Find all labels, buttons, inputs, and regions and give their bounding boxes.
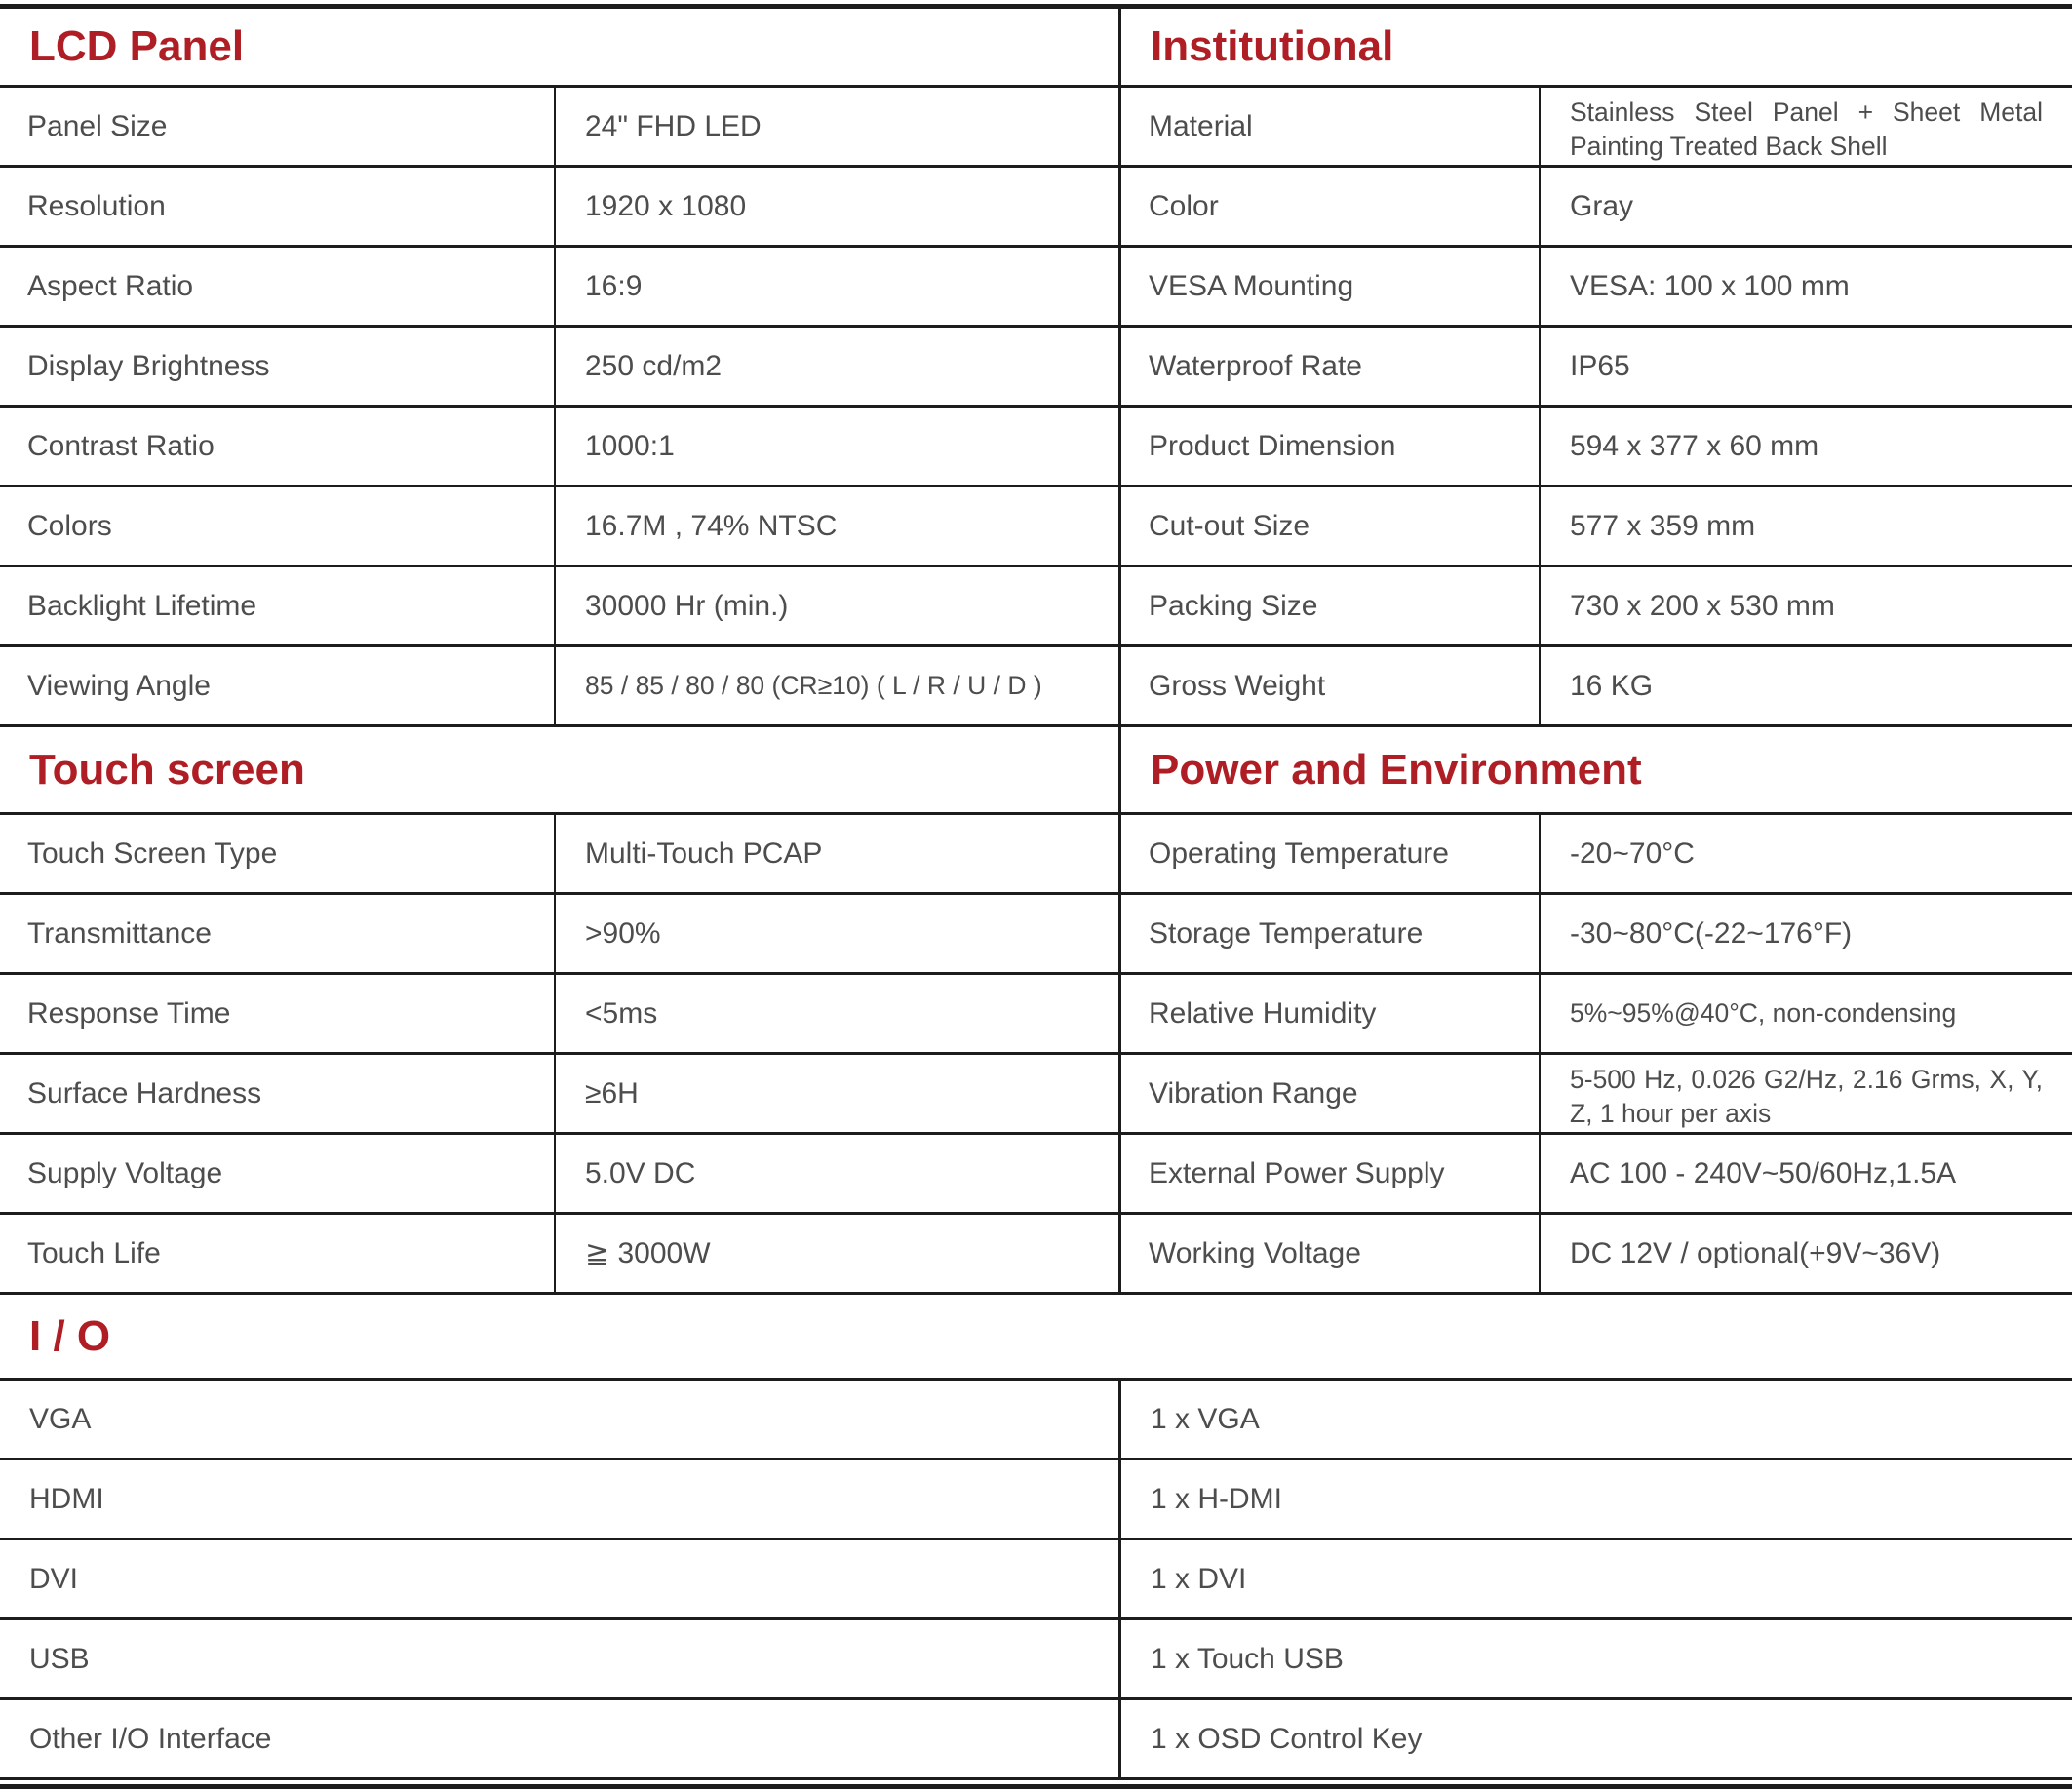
spec-value: 1 x OSD Control Key xyxy=(1151,1722,1423,1755)
spec-label: Transmittance xyxy=(0,895,556,972)
spec-value: <5ms xyxy=(585,996,658,1030)
section-title-lcd-panel: LCD Panel xyxy=(0,9,1118,88)
band-touch-power xyxy=(0,727,2072,1295)
table-row xyxy=(1121,328,2072,408)
spec-value: AC 100 - 240V~50/60Hz,1.5A xyxy=(1570,1156,1957,1189)
table-row xyxy=(1121,88,2072,168)
spec-value: 594 x 377 x 60 mm xyxy=(1570,429,1819,462)
section-touch-screen xyxy=(0,727,1121,1295)
table-row xyxy=(1121,1135,2072,1215)
spec-value: Multi-Touch PCAP xyxy=(585,837,823,870)
spec-label: Operating Temperature xyxy=(1121,815,1541,892)
table-row xyxy=(0,1700,2072,1780)
table-row xyxy=(1121,815,2072,895)
spec-label: VESA Mounting xyxy=(1121,248,1541,325)
spec-value: 5.0V DC xyxy=(585,1156,696,1189)
table-row xyxy=(1121,1215,2072,1295)
table-row xyxy=(0,328,1118,408)
table-row xyxy=(0,815,1118,895)
spec-label: Viewing Angle xyxy=(0,647,556,724)
spec-value: 577 x 359 mm xyxy=(1570,509,1756,542)
section-io xyxy=(0,1295,2072,1780)
spec-value: 250 cd/m2 xyxy=(585,349,723,382)
table-row xyxy=(1121,248,2072,328)
spec-value: VESA: 100 x 100 mm xyxy=(1570,269,1850,302)
table-row xyxy=(1121,168,2072,248)
spec-value: ≥6H xyxy=(585,1076,639,1110)
spec-value: -30~80°C(-22~176°F) xyxy=(1570,916,1853,950)
spec-label: Waterproof Rate xyxy=(1121,328,1541,405)
table-row xyxy=(0,1215,1118,1295)
spec-label: Supply Voltage xyxy=(0,1135,556,1212)
table-row xyxy=(1121,408,2072,487)
spec-value: DC 12V / optional(+9V~36V) xyxy=(1570,1236,1941,1269)
table-row xyxy=(0,248,1118,328)
table-row xyxy=(1121,975,2072,1055)
spec-label: HDMI xyxy=(0,1460,1121,1538)
spec-label: Product Dimension xyxy=(1121,408,1541,485)
spec-value: >90% xyxy=(585,916,661,950)
spec-value: 1 x Touch USB xyxy=(1151,1642,1344,1675)
spec-value xyxy=(1541,1055,2072,1132)
spec-value: 5%~95%@40°C, non-condensing xyxy=(1570,998,1957,1028)
table-row xyxy=(0,1135,1118,1215)
spec-value: -20~70°C xyxy=(1570,837,1695,870)
table-row xyxy=(0,408,1118,487)
spec-label: Colors xyxy=(0,487,556,565)
spec-label: Panel Size xyxy=(0,88,556,165)
spec-label: Touch Screen Type xyxy=(0,815,556,892)
spec-value: 85 / 85 / 80 / 80 (CR≥10) ( L / R / U / D ) xyxy=(585,671,1042,700)
spec-value: IP65 xyxy=(1570,349,1630,382)
spec-value: Gray xyxy=(1570,189,1634,222)
table-row xyxy=(0,647,1118,727)
table-row xyxy=(0,1540,2072,1620)
spec-label: Gross Weight xyxy=(1121,647,1541,724)
spec-label: Relative Humidity xyxy=(1121,975,1541,1052)
table-row xyxy=(1121,895,2072,975)
table-row xyxy=(0,1620,2072,1700)
spec-label: Response Time xyxy=(0,975,556,1052)
spec-label: Storage Temperature xyxy=(1121,895,1541,972)
spec-label: Aspect Ratio xyxy=(0,248,556,325)
spec-value: 1 x DVI xyxy=(1151,1562,1247,1595)
spec-value: ≧ 3000W xyxy=(585,1237,711,1269)
table-row xyxy=(0,1381,2072,1460)
spec-label: USB xyxy=(0,1620,1121,1697)
spec-value: 30000 Hr (min.) xyxy=(585,589,789,622)
section-institutional xyxy=(1121,9,2072,727)
spec-label: Resolution xyxy=(0,168,556,245)
section-title-power-environment: Power and Environment xyxy=(1121,727,2072,815)
spec-label: Surface Hardness xyxy=(0,1055,556,1132)
spec-label: Working Voltage xyxy=(1121,1215,1541,1292)
spec-value: 16 KG xyxy=(1570,669,1654,702)
spec-label: Color xyxy=(1121,168,1541,245)
spec-value: 24" FHD LED xyxy=(585,109,762,142)
bottom-divider xyxy=(0,1784,2072,1789)
spec-label: Vibration Range xyxy=(1121,1055,1541,1132)
spec-label: External Power Supply xyxy=(1121,1135,1541,1212)
table-row xyxy=(1121,647,2072,727)
table-row xyxy=(1121,487,2072,567)
spec-label: Touch Life xyxy=(0,1215,556,1292)
table-row xyxy=(0,895,1118,975)
table-row xyxy=(1121,567,2072,647)
section-title-io: I / O xyxy=(0,1295,2072,1381)
section-title-touch-screen: Touch screen xyxy=(0,727,1118,815)
spec-value: 1000:1 xyxy=(585,429,675,462)
spec-label: Contrast Ratio xyxy=(0,408,556,485)
table-row xyxy=(0,168,1118,248)
band-lcd-institutional xyxy=(0,9,2072,727)
table-row xyxy=(0,1460,2072,1540)
spec-label: Display Brightness xyxy=(0,328,556,405)
spec-value-text: Stainless Steel Panel + Sheet Metal Painting Treated Back Shell xyxy=(1570,97,2043,161)
spec-label: VGA xyxy=(0,1381,1121,1458)
spec-label: Packing Size xyxy=(1121,567,1541,644)
spec-value xyxy=(1541,88,2072,165)
spec-value-text: 5-500 Hz, 0.026 G2/Hz, 2.16 Grms, X, Y, Z, 1 hour per axis xyxy=(1570,1065,2043,1128)
spec-value: 1 x H-DMI xyxy=(1151,1482,1282,1515)
spec-value: 730 x 200 x 530 mm xyxy=(1570,589,1835,622)
spec-value: 1920 x 1080 xyxy=(585,189,747,222)
table-row xyxy=(0,975,1118,1055)
section-power-environment xyxy=(1121,727,2072,1295)
spec-label: Cut-out Size xyxy=(1121,487,1541,565)
table-row xyxy=(0,567,1118,647)
spec-value: 1 x VGA xyxy=(1151,1402,1260,1435)
spec-label: Backlight Lifetime xyxy=(0,567,556,644)
table-row xyxy=(0,1055,1118,1135)
spec-value: 16:9 xyxy=(585,269,643,302)
table-row xyxy=(0,487,1118,567)
table-row xyxy=(1121,1055,2072,1135)
spec-value: 16.7M , 74% NTSC xyxy=(585,509,838,542)
spec-label: DVI xyxy=(0,1540,1121,1617)
section-lcd-panel xyxy=(0,9,1121,727)
spec-label: Material xyxy=(1121,88,1541,165)
table-row xyxy=(0,88,1118,168)
spec-label: Other I/O Interface xyxy=(0,1700,1121,1777)
section-title-institutional: Institutional xyxy=(1121,9,2072,88)
